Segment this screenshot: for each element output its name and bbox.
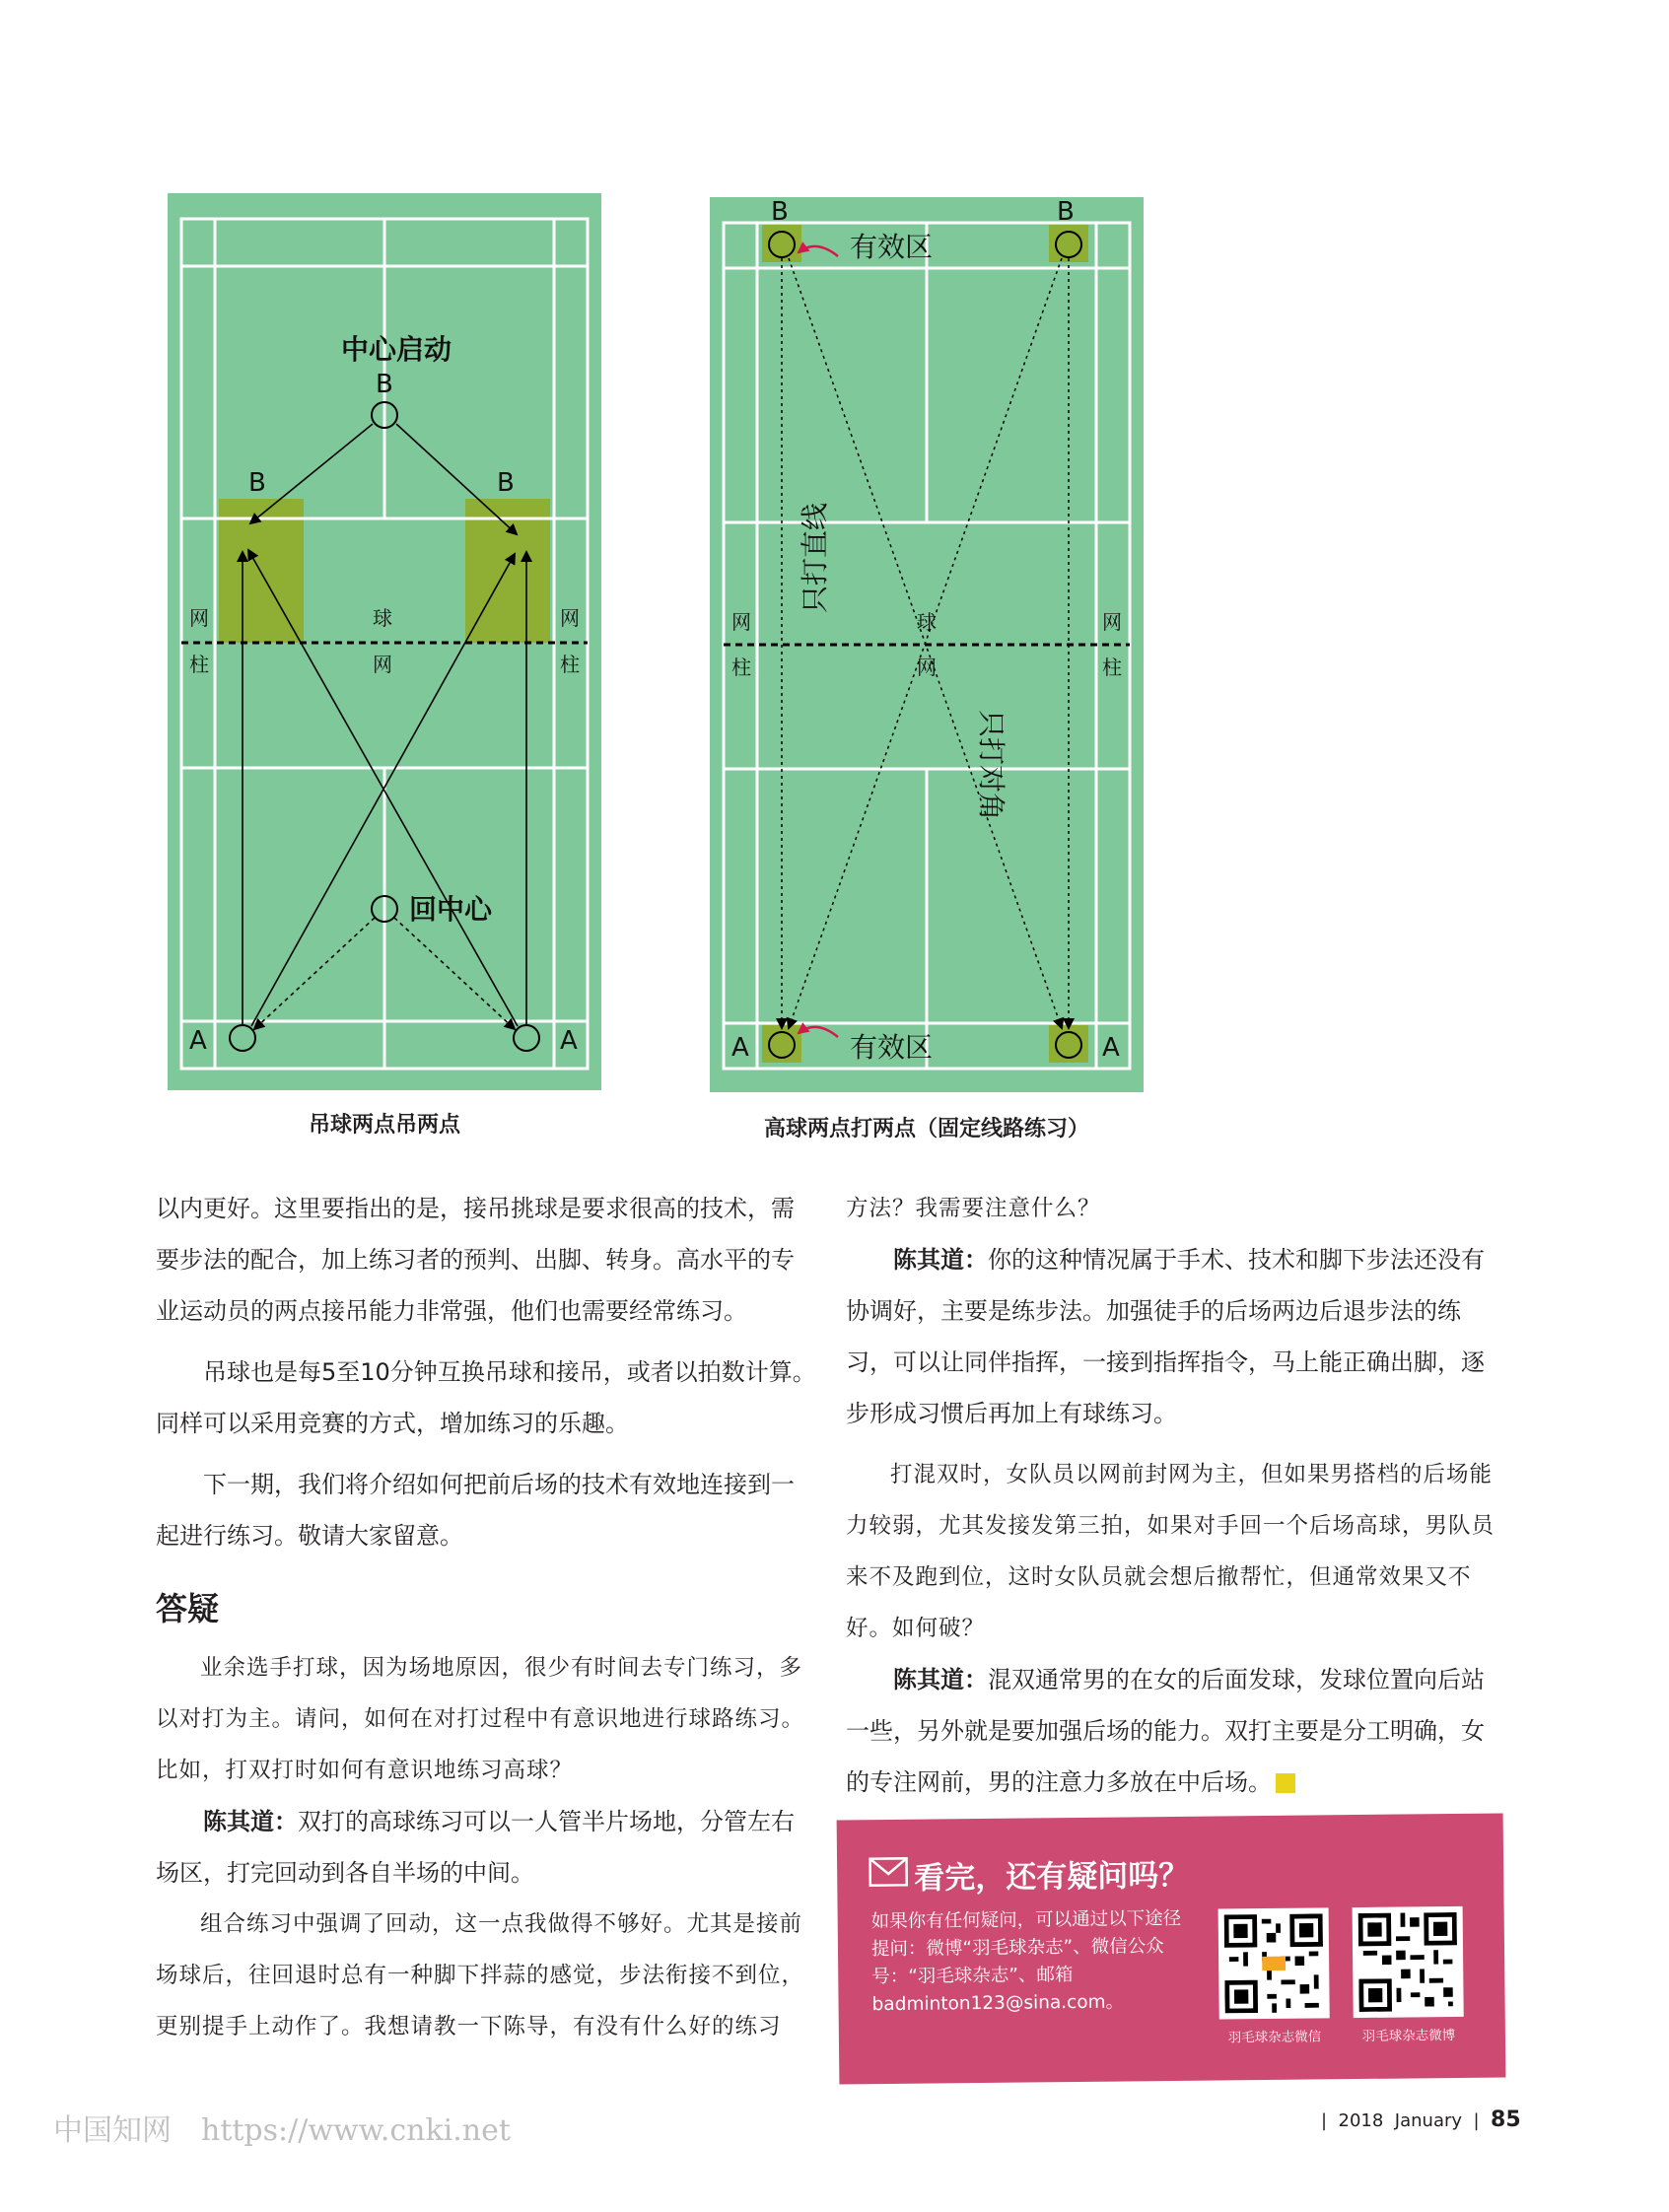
answer-text: 双打的高球练习可以一人管半片场地，分管左右场区，打完回动到各自半场的中间。	[156, 1808, 795, 1887]
label-net-post-right-2: 柱	[1102, 656, 1122, 679]
paragraph: 以内更好。这里要指出的是，接吊挑球是要求很高的技术，需要步法的配合，加上练习者的预判、出脚、转身。高水平的专业运动员的两点接吊能力非常强，他们也需要经常练习。	[156, 1195, 795, 1325]
question-text: 打混双时，女队员以网前封网为主，但如果男搭档的后场能力较弱，尤其发接发第三拍，如果对手回一个后场高球，男队员来不及跑到位，这时女队员就会想后撤帮忙，但通常效果又不好。如何破？	[846, 1462, 1495, 1641]
footer-month: January	[1394, 2110, 1463, 2131]
label-a-right: A	[560, 1026, 578, 1056]
drop-shot-court-diagram	[168, 193, 601, 1090]
question-text: 方法？我需要注意什么？	[846, 1196, 1101, 1221]
label-net-post-right-1: 网	[1102, 610, 1122, 634]
label-return-center: 回中心	[409, 893, 493, 926]
info-box-text: 如果你有任何疑问，可以通过以下途径提问：微博“羽毛球杂志”、微信公众号：“羽毛球杂志”、邮箱badminton123@sina.com。	[870, 1907, 1182, 2016]
page-footer	[1321, 2108, 1521, 2132]
paragraph: 下一期，我们将介绍如何把前后场的技术有效地连接到一起进行练习。敬请大家留意。	[156, 1471, 795, 1550]
envelope-icon	[869, 1857, 908, 1887]
label-straight-only: 只打直线	[799, 502, 831, 613]
page-number: 85	[1491, 2108, 1521, 2132]
footer-separator: |	[1321, 2110, 1328, 2131]
wechat-qr-code	[1218, 1907, 1330, 2019]
cnki-watermark: 中国知网 https://www.cnki.net	[53, 2113, 511, 2148]
label-b-right: B	[497, 468, 515, 498]
target-zone-left	[219, 499, 304, 643]
question-info-box	[837, 1813, 1506, 2084]
label-a-left: A	[731, 1033, 749, 1063]
qr-pattern	[1224, 1913, 1324, 2013]
label-valid-zone-top: 有效区	[850, 231, 934, 263]
label-b-left: B	[248, 468, 266, 498]
label-net-center-2: 网	[373, 653, 392, 676]
right-column	[846, 1183, 1506, 1808]
answer-paragraph	[846, 1234, 1506, 1439]
weibo-qr-code	[1353, 1906, 1464, 2018]
question-text: 业余选手打球，因为场地原因，很少有时间去专门练习，多以对打为主。请问，如何在对打过程中有意识地进行球路练习。比如，打双打时如何有意识地练习高球？	[156, 1655, 805, 1783]
label-valid-zone-bottom: 有效区	[850, 1031, 934, 1064]
answer-paragraph	[846, 1654, 1506, 1808]
label-net-center-2: 网	[917, 656, 937, 679]
paragraph: 吊球也是每5至10分钟互换吊球和接吊，或者以拍数计算。同样可以采用竞赛的方式，增加练习的乐趣。	[156, 1358, 816, 1437]
label-b-left: B	[771, 197, 789, 227]
label-net-post-right-2: 柱	[560, 653, 580, 676]
section-heading: 答疑	[156, 1590, 220, 1627]
label-a-left: A	[189, 1026, 207, 1056]
label-b-right: B	[1057, 197, 1075, 227]
answer-paragraph	[156, 1796, 816, 1899]
label-net-center-1: 球	[373, 606, 392, 630]
question-text: 组合练习中强调了回动，这一点我做得不够好。尤其是接前场球后，往回退时总有一种脚下拌蒜的感觉，步法衔接不到位，更别提手上动作了。我想请教一下陈导，有没有什么好的练习	[156, 1911, 805, 2039]
footer-year: 2018	[1338, 2110, 1384, 2131]
answer-text: 混双通常男的在女的后面发球，发球位置向后站一些，另外就是要加强后场的能力。双打主要是分工明确，女的专注网前，男的注意力多放在中后场。	[846, 1666, 1485, 1796]
label-diagonal-only: 只打对角	[975, 710, 1008, 821]
label-net-post-left-1: 网	[189, 606, 209, 630]
label-a-right: A	[1102, 1033, 1120, 1063]
label-net-center-1: 球	[917, 610, 937, 634]
label-center-start: 中心启动	[341, 333, 452, 366]
label-net-post-left-1: 网	[731, 610, 751, 634]
label-net-post-right-1: 网	[560, 606, 580, 630]
diagram1-caption: 吊球两点吊两点	[308, 1113, 460, 1138]
speaker-name: 陈其道：	[893, 1666, 988, 1694]
speaker-name: 陈其道：	[893, 1246, 988, 1274]
end-mark-icon	[1276, 1773, 1295, 1793]
info-box-title: 看完，还有疑问吗？	[914, 1857, 1190, 1897]
wechat-qr-label: 羽毛球杂志微信	[1227, 2029, 1322, 2046]
weibo-qr-label: 羽毛球杂志微博	[1361, 2027, 1456, 2044]
speaker-name: 陈其道：	[203, 1808, 298, 1835]
clear-shot-court-diagram	[710, 197, 1144, 1092]
left-column	[156, 1183, 816, 2052]
label-net-post-left-2: 柱	[731, 656, 751, 679]
label-net-post-left-2: 柱	[189, 653, 209, 676]
label-b-top: B	[376, 370, 393, 399]
diagram2-caption: 高球两点打两点（固定线路练习）	[763, 1117, 1089, 1141]
answer-text: 你的这种情况属于手术、技术和脚下步法还没有协调好，主要是练步法。加强徒手的后场两边后退步法的练习，可以让同伴指挥，一接到指挥指令，马上能正确出脚，逐步形成习惯后再加上有球练习。	[846, 1246, 1485, 1427]
footer-separator: |	[1473, 2110, 1480, 2131]
qr-pattern	[1358, 1912, 1458, 2012]
